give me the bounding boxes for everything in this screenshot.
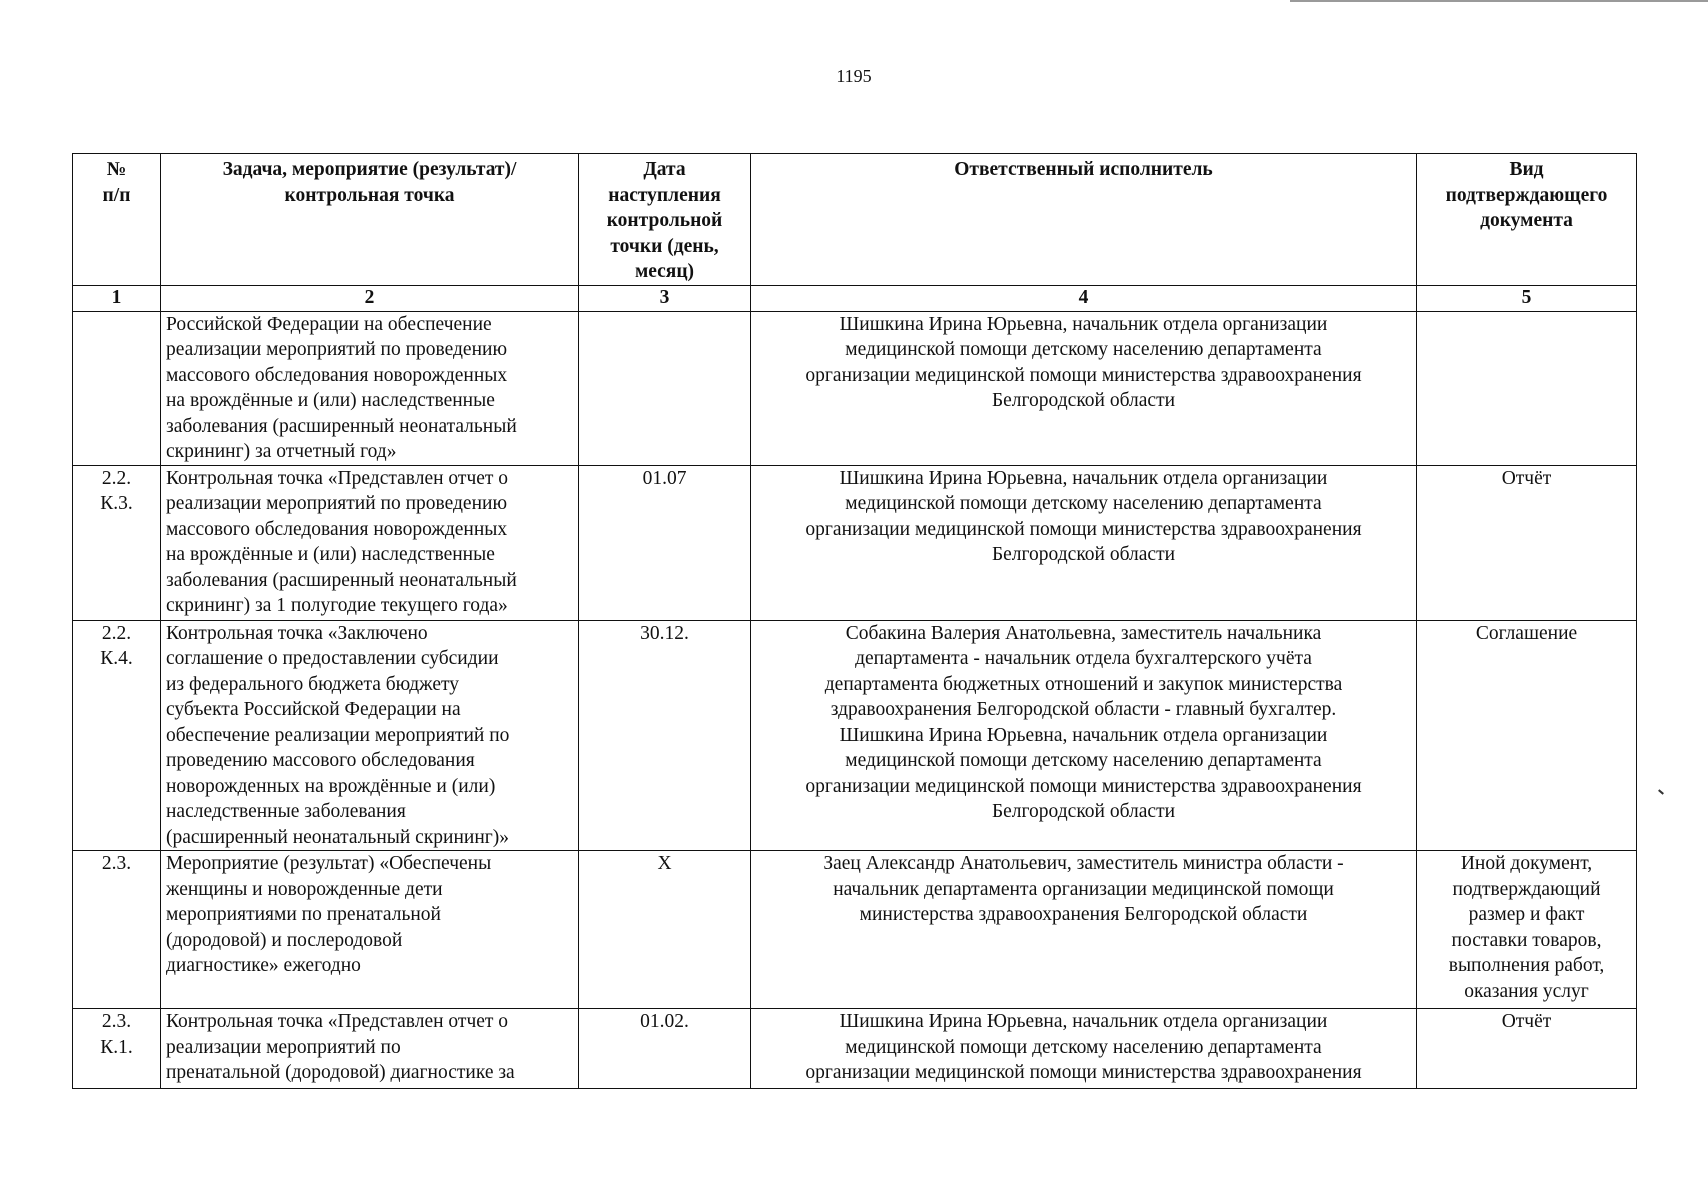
top-edge-rule	[1290, 0, 1708, 2]
cell-line: Заец Александр Анатольевич, заместитель министра области -	[823, 853, 1344, 874]
task-cell	[161, 1009, 579, 1089]
header-date	[579, 154, 751, 286]
row-number	[73, 1009, 161, 1089]
cell-line: новорожденных на врождённые и (или)	[166, 775, 496, 797]
table-row	[73, 311, 1637, 465]
cell-line: Отчёт	[1501, 1011, 1552, 1032]
task-cell	[161, 311, 579, 465]
executor-cell	[751, 1009, 1417, 1089]
cell-line: женщины и новорожденные дети	[166, 878, 443, 900]
cell-line: №	[106, 159, 127, 180]
row-number	[73, 465, 161, 620]
cell-line: подтверждающего	[1445, 184, 1608, 206]
date-cell: X	[579, 851, 751, 1009]
cell-line: контрольной	[606, 210, 723, 231]
task-cell	[161, 620, 579, 851]
row-number	[73, 851, 161, 1009]
cell-line: Контрольная точка «Представлен отчет о	[166, 1011, 509, 1032]
cell-line: здравоохранения Белгородской области - главный бухгалтер.	[830, 699, 1337, 720]
cell-line: массового обследования новорожденных	[166, 364, 508, 386]
cell-line: заболевания (расширенный неонатальный	[166, 569, 517, 591]
date-cell	[579, 311, 751, 465]
cell-line: Шишкина Ирина Юрьевна, начальник отдела организации	[839, 467, 1328, 489]
executor-cell	[751, 620, 1417, 851]
cell-line: обеспечение реализации мероприятий по	[166, 724, 510, 746]
cell-line: заболевания (расширенный неонатальный	[166, 415, 517, 437]
cell-line: Контрольная точка «Представлен отчет о	[166, 467, 509, 489]
cell-line: 2.2.	[101, 622, 132, 644]
cell-line: 2.3.	[101, 1011, 132, 1032]
cell-line: скрининг) за 1 полугодие текущего года»	[166, 595, 508, 616]
cell-line: пренатальной (дородовой) диагностике за	[166, 1062, 515, 1083]
cell-line: Вид	[1509, 159, 1544, 180]
cell-line: реализации мероприятий по проведению	[166, 339, 508, 360]
task-cell	[161, 465, 579, 620]
executor-cell	[751, 311, 1417, 465]
column-number: 5	[1417, 285, 1637, 311]
cell-line: выполнения работ,	[1448, 955, 1605, 976]
column-number-row	[73, 285, 1637, 311]
row-number	[73, 311, 161, 465]
cell-line: Шишкина Ирина Юрьевна, начальник отдела организации	[839, 1011, 1328, 1032]
cell-line: наступления	[608, 184, 721, 206]
executor-cell	[751, 465, 1417, 620]
document-cell	[1417, 1009, 1637, 1089]
cell-line: наследственные заболевания	[166, 801, 406, 822]
document-cell	[1417, 311, 1637, 465]
table-row	[73, 1009, 1637, 1089]
column-number: 1	[73, 285, 161, 311]
cell-line: Белгородской области	[991, 544, 1176, 565]
margin-mark	[1658, 789, 1664, 794]
cell-line: поставки товаров,	[1451, 929, 1602, 951]
executor-cell	[751, 851, 1417, 1009]
header-row	[73, 154, 1637, 286]
cell-line: департамента бюджетных отношений и закупок министерства	[824, 673, 1343, 695]
cell-line: п/п	[102, 184, 131, 206]
column-number: 4	[751, 285, 1417, 311]
cell-line: К.4.	[100, 648, 133, 669]
cell-line: Белгородской области	[991, 390, 1176, 411]
date-cell: 01.02.	[579, 1009, 751, 1089]
cell-line: Собакина Валерия Анатольевна, заместитель начальника	[845, 622, 1322, 644]
cell-line: скрининг) за отчетный год»	[166, 441, 397, 462]
cell-line: Задача, мероприятие (результат)/	[222, 159, 517, 180]
cell-line: (расширенный неонатальный скрининг)»	[166, 826, 510, 848]
header-document	[1417, 154, 1637, 286]
header-num	[73, 154, 161, 286]
cell-line: реализации мероприятий по проведению	[166, 493, 508, 514]
cell-line: размер и факт	[1468, 904, 1585, 925]
cell-line: субъекта Российской Федерации на	[166, 699, 461, 720]
cell-line: Отчёт	[1501, 467, 1552, 489]
column-number: 2	[161, 285, 579, 311]
cell-line: (дородовой) и послеродовой	[166, 929, 403, 951]
cell-line: Российской Федерации на обеспечение	[166, 313, 492, 335]
cell-line: К.3.	[100, 493, 133, 514]
cell-line: Соглашение	[1475, 622, 1578, 644]
cell-line: проведению массового обследования	[166, 750, 475, 771]
cell-line: медицинской помощи детскому населению департамента	[845, 493, 1322, 514]
cell-line: документа	[1480, 210, 1573, 231]
document-cell	[1417, 620, 1637, 851]
header-executor	[751, 154, 1417, 286]
cell-line: оказания услуг	[1464, 980, 1589, 1002]
cell-line: К.1.	[100, 1036, 133, 1058]
cell-line: департамента - начальник отдела бухгалтерского учёта	[855, 648, 1312, 669]
cell-line: точки (день,	[610, 235, 719, 257]
cell-line: Шишкина Ирина Юрьевна, начальник отдела организации	[839, 724, 1328, 746]
row-number	[73, 620, 161, 851]
cell-line: месяц)	[634, 261, 695, 282]
cell-line: медицинской помощи детскому населению департамента	[845, 339, 1322, 360]
cell-line: организации медицинской помощи министерства здравоохранения	[805, 364, 1362, 386]
cell-line: Ответственный исполнитель	[954, 159, 1213, 180]
cell-line: подтверждающий	[1452, 878, 1601, 900]
cell-line: Шишкина Ирина Юрьевна, начальник отдела организации	[839, 313, 1328, 335]
document-cell	[1417, 851, 1637, 1009]
control-points-table	[72, 153, 1637, 1089]
cell-line: массового обследования новорожденных	[166, 518, 508, 540]
cell-line: на врождённые и (или) наследственные	[166, 544, 495, 565]
cell-line: медицинской помощи детскому населению департамента	[845, 750, 1322, 771]
date-cell: 01.07	[579, 465, 751, 620]
cell-line: организации медицинской помощи министерства здравоохранения	[805, 518, 1362, 540]
cell-line: на врождённые и (или) наследственные	[166, 390, 495, 411]
cell-line: из федерального бюджета бюджету	[166, 673, 460, 695]
cell-line: 2.3.	[101, 853, 132, 874]
cell-line: организации медицинской помощи министерства здравоохранения	[805, 1062, 1362, 1083]
cell-line: диагностике» ежегодно	[166, 955, 361, 976]
cell-line: Мероприятие (результат) «Обеспечены	[166, 853, 492, 874]
cell-line: Иной документ,	[1460, 853, 1593, 874]
date-cell: 30.12.	[579, 620, 751, 851]
cell-line: Белгородской области	[991, 801, 1176, 822]
cell-line: контрольная точка	[284, 184, 455, 206]
cell-line: Контрольная точка «Заключено	[166, 622, 428, 644]
table-row	[73, 851, 1637, 1009]
cell-line: реализации мероприятий по	[166, 1036, 401, 1058]
cell-line: медицинской помощи детскому населению департамента	[845, 1036, 1322, 1058]
table-row	[73, 620, 1637, 851]
document-cell	[1417, 465, 1637, 620]
task-cell	[161, 851, 579, 1009]
cell-line: мероприятиями по пренатальной	[166, 904, 441, 925]
cell-line: организации медицинской помощи министерства здравоохранения	[805, 775, 1362, 797]
cell-line: соглашение о предоставлении субсидии	[166, 648, 499, 669]
header-task	[161, 154, 579, 286]
column-number: 3	[579, 285, 751, 311]
cell-line: 2.2.	[101, 467, 132, 489]
cell-line: Дата	[643, 159, 686, 180]
table-row	[73, 465, 1637, 620]
page-number: 1195	[836, 66, 872, 86]
cell-line: министерства здравоохранения Белгородской области	[859, 904, 1308, 925]
cell-line: начальник департамента организации медицинской помощи	[833, 878, 1334, 900]
